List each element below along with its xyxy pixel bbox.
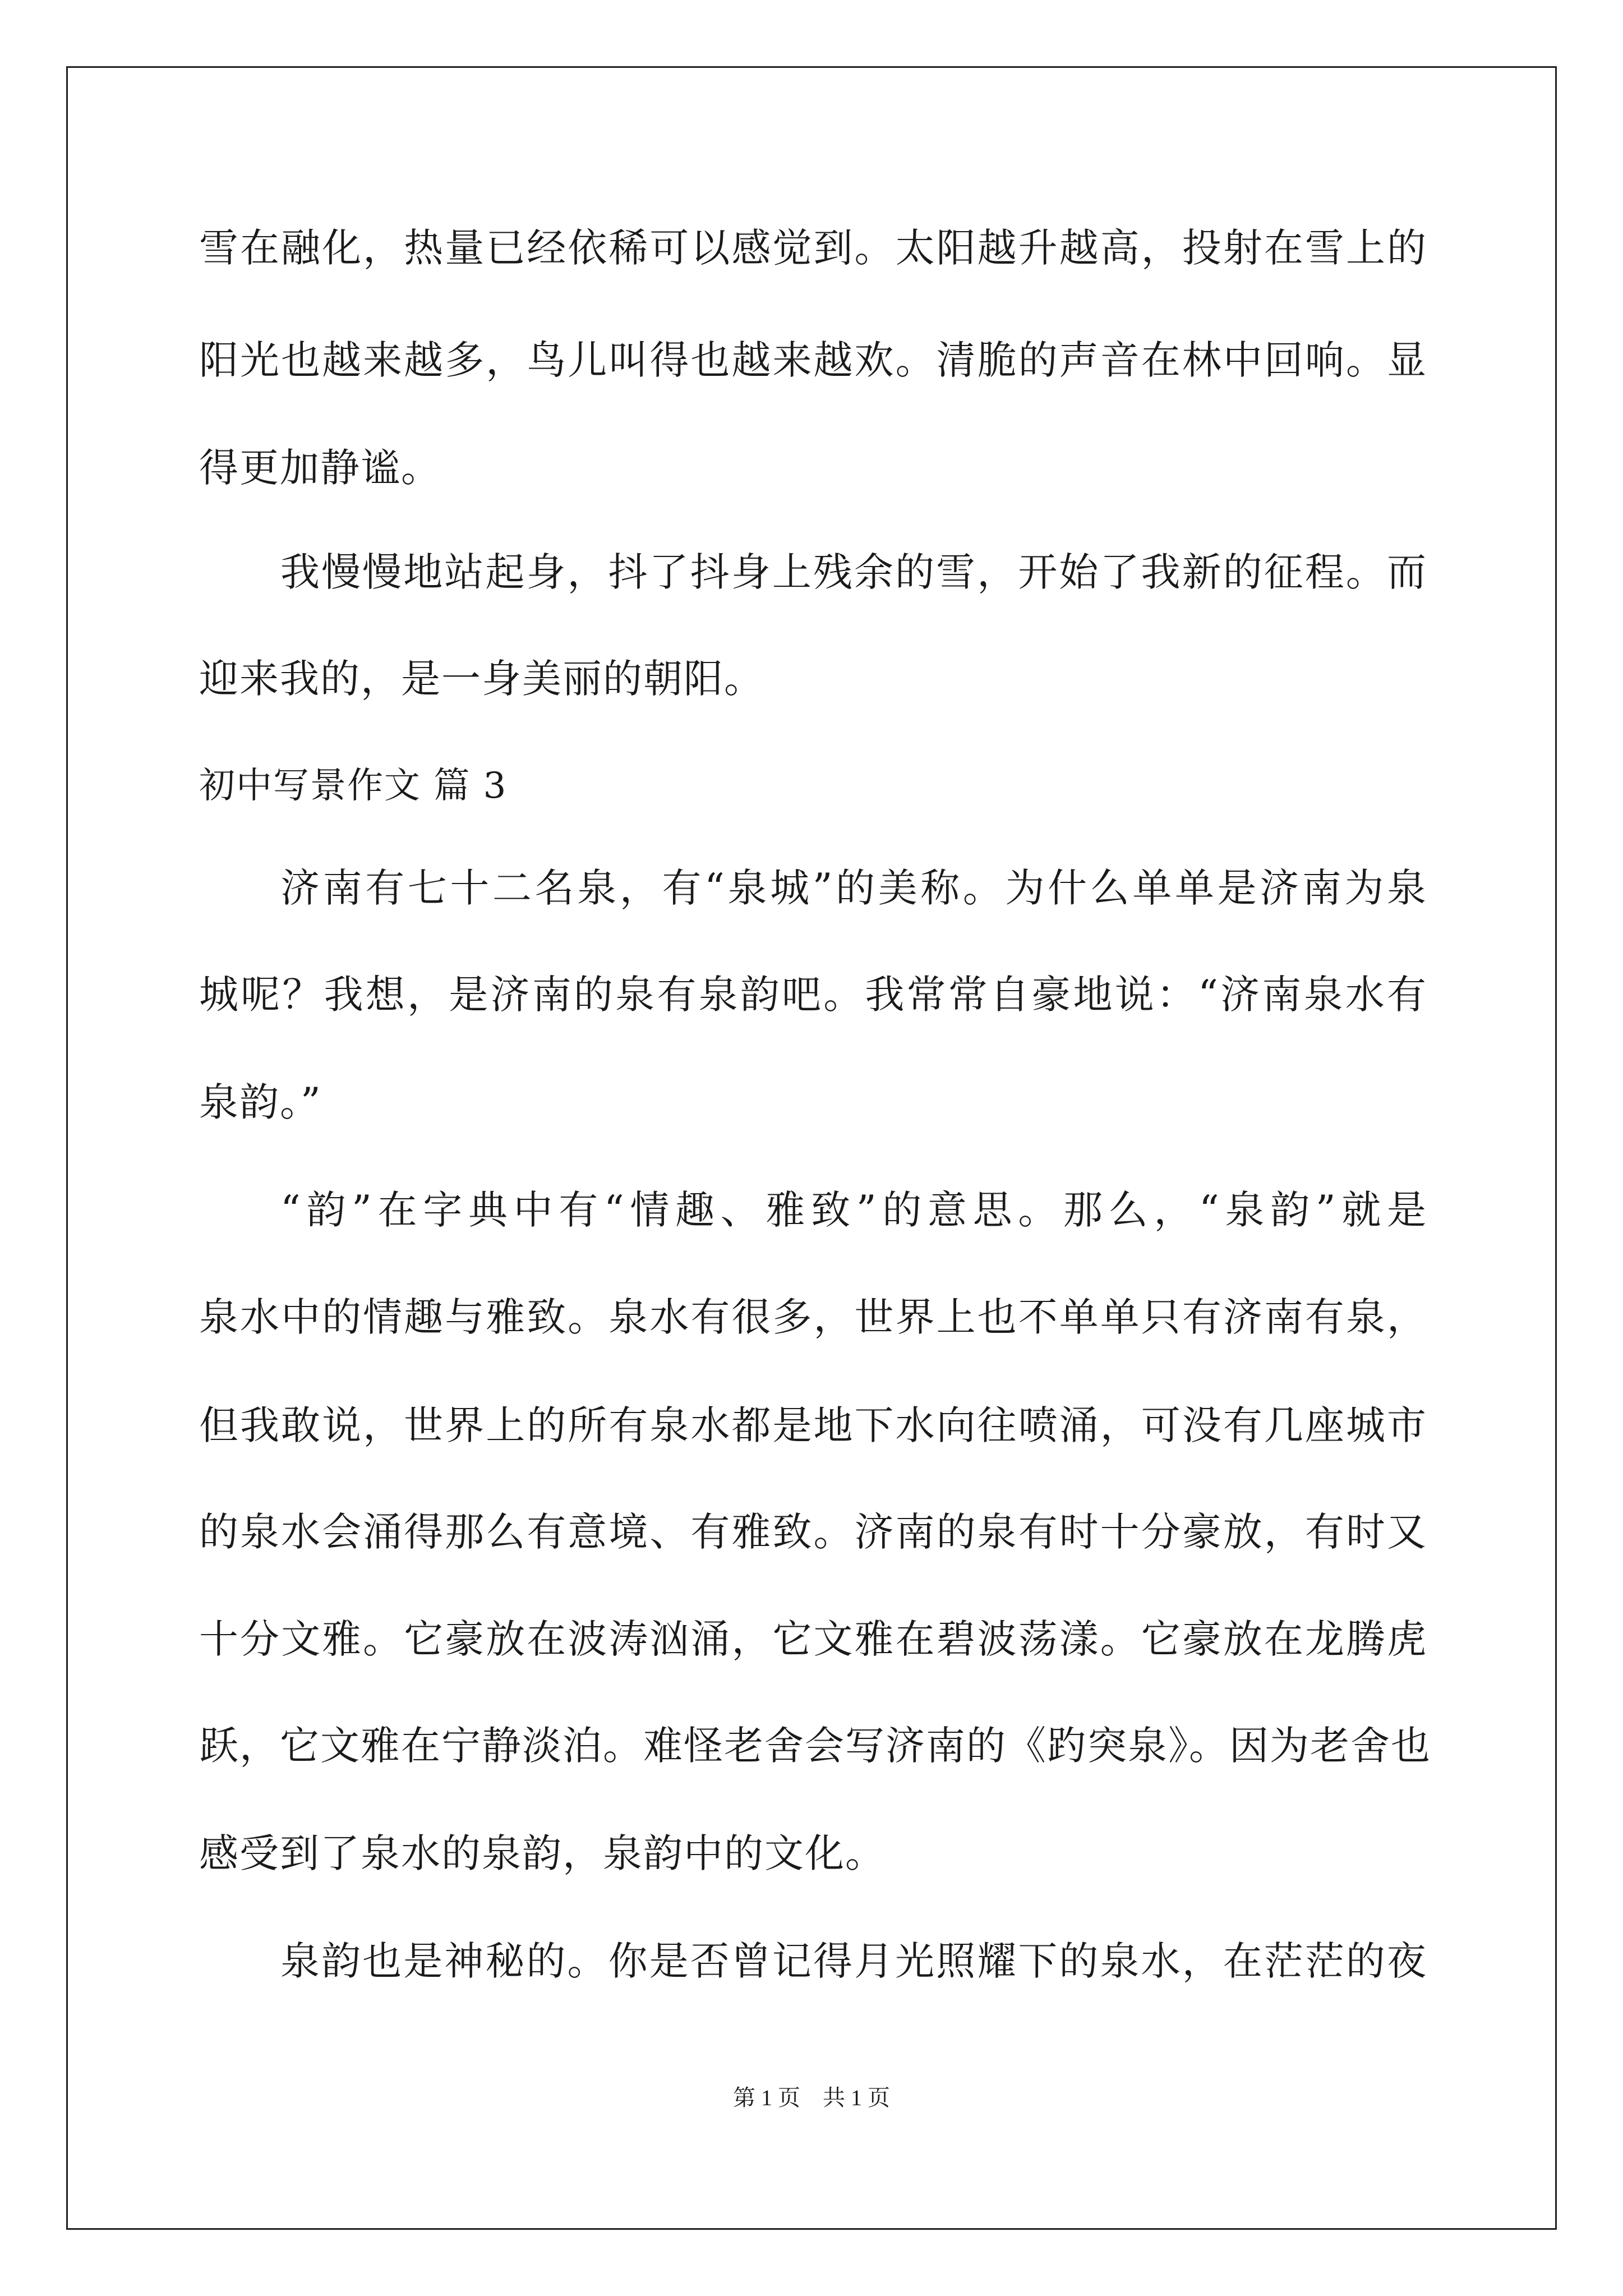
paragraph-line: 阳光也越来越多，鸟儿叫得也越来越欢。清脆的声音在林中回响。显	[199, 337, 1427, 383]
paragraph-line: 雪在融化，热量已经依稀可以感觉到。太阳越升越高，投射在雪上的	[199, 225, 1427, 271]
paragraph-line: 济南有七十二名泉，有“泉城”的美称。为什么单单是济南为泉	[280, 865, 1427, 911]
paragraph-line: 迎来我的，是一身美丽的朝阳。	[199, 656, 764, 702]
paragraph-line: 泉水中的情趣与雅致。泉水有很多，世界上也不单单只有济南有泉，	[199, 1294, 1427, 1340]
paragraph-line: 得更加静谧。	[199, 445, 441, 491]
paragraph-line: 的泉水会涌得那么有意境、有雅致。济南的泉有时十分豪放，有时又	[199, 1509, 1427, 1555]
page-number-footer: 第 1 页 共 1 页	[733, 2085, 890, 2110]
paragraph-line: 跃，它文雅在宁静淡泊。难怪老舍会写济南的《趵突泉》。因为老舍也	[199, 1723, 1431, 1769]
paragraph-line: “韵”在字典中有“情趣、雅致”的意思。那么，“泉韵”就是	[280, 1187, 1427, 1233]
paragraph-line: 城呢？我想，是济南的泉有泉韵吧。我常常自豪地说：“济南泉水有	[199, 972, 1427, 1018]
paragraph-line: 泉韵也是神秘的。你是否曾记得月光照耀下的泉水，在茫茫的夜	[280, 1938, 1427, 1984]
page-border	[66, 66, 1557, 2230]
paragraph-line: 十分文雅。它豪放在波涛汹涌，它文雅在碧波荡漾。它豪放在龙腾虎	[199, 1616, 1427, 1662]
paragraph-line: 我慢慢地站起身，抖了抖身上残余的雪，开始了我新的征程。而	[280, 549, 1427, 595]
paragraph-line: 泉韵。”	[199, 1079, 322, 1125]
section-heading: 初中写景作文 篇 3	[199, 765, 508, 807]
paragraph-line: 但我敢说，世界上的所有泉水都是地下水向往喷涌，可没有几座城市	[199, 1402, 1427, 1448]
paragraph-line: 感受到了泉水的泉韵，泉韵中的文化。	[199, 1830, 886, 1876]
